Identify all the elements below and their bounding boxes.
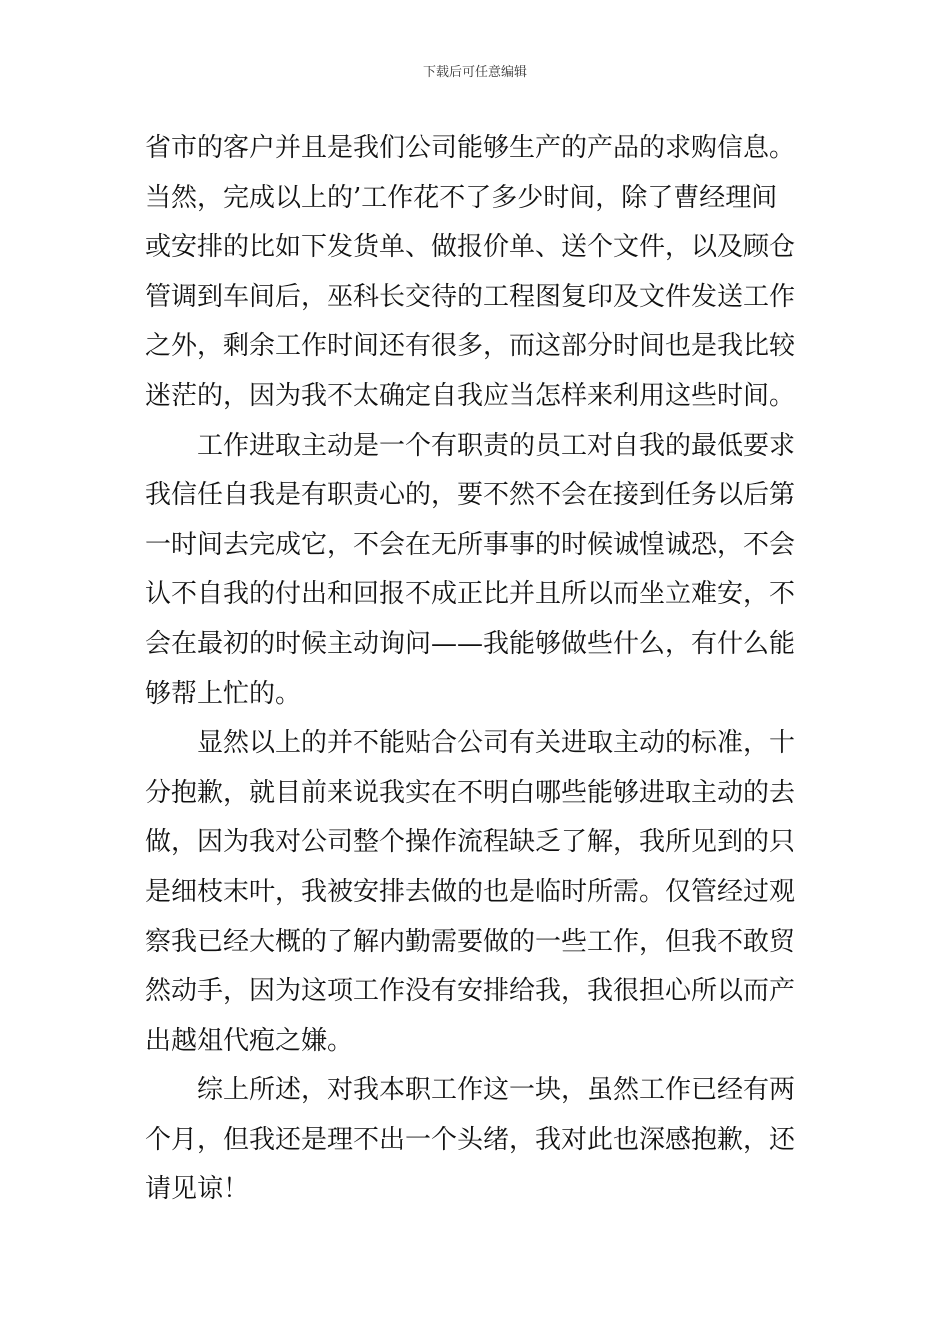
- text-line: 或安排的比如下发货单、做报价单、送个文件，以及顾仓: [145, 232, 796, 263]
- text-line: 够帮上忙的。: [145, 678, 302, 709]
- text-line: 一时间去完成它，不会在无所事事的时候诚惶诚恐，不会: [145, 529, 796, 560]
- paragraph-4: [145, 1066, 807, 1215]
- paragraph-2: [145, 422, 807, 720]
- text-line: 做，因为我对公司整个操作流程缺乏了解，我所见到的只: [145, 827, 796, 858]
- text-line: 省市的客户并且是我们公司能够生产的产品的求购信息。: [145, 133, 796, 163]
- text-line: 之外，剩余工作时间还有很多，而这部分时间也是我比较: [145, 331, 796, 362]
- text-line: 当然，完成以上的’工作花不了多少时间，除了曹经理间: [145, 182, 778, 213]
- text-line: 认不自我的付出和回报不成正比并且所以而坐立难安，不: [145, 579, 796, 610]
- text-line: 个月，但我还是理不出一个头绪，我对此也深感抱歉，还: [145, 1124, 796, 1155]
- text-line: 管调到车间后，巫科长交待的工程图复印及文件发送工作: [145, 281, 796, 312]
- text-line: 出越俎代疱之嫌。: [145, 1025, 354, 1056]
- text-line: 请见谅！: [145, 1174, 250, 1205]
- text-line: 综上所述，对我本职工作这一块，虽然工作已经有两: [197, 1075, 796, 1106]
- paragraph-3: [145, 719, 807, 1066]
- text-line: 然动手，因为这项工作没有安排给我，我很担心所以而产: [145, 976, 796, 1007]
- text-line: 我信任自我是有职责心的，要不然不会在接到任务以后第: [145, 480, 796, 511]
- text-line: 工作进取主动是一个有职责的员工对自我的最低要求: [197, 430, 796, 461]
- document-body: [145, 124, 807, 1215]
- paragraph-1: [145, 124, 807, 422]
- text-line: 分抱歉，就目前来说我实在不明白哪些能够进取主动的去: [145, 777, 796, 808]
- text-line: 察我已经大概的了解内勤需要做的一些工作，但我不敢贸: [145, 926, 796, 957]
- text-line: 会在最初的时候主动询问——我能够做些什么，有什么能: [145, 628, 796, 659]
- text-line: 是细枝末叶，我被安排去做的也是临时所需。仅管经过观: [145, 876, 796, 907]
- text-line: 显然以上的并不能贴合公司有关进取主动的标准，十: [197, 728, 796, 759]
- text-line: 迷茫的，因为我不太确定自我应当怎样来利用这些时间。: [145, 380, 796, 411]
- page-header: 下载后可任意编辑: [422, 65, 527, 80]
